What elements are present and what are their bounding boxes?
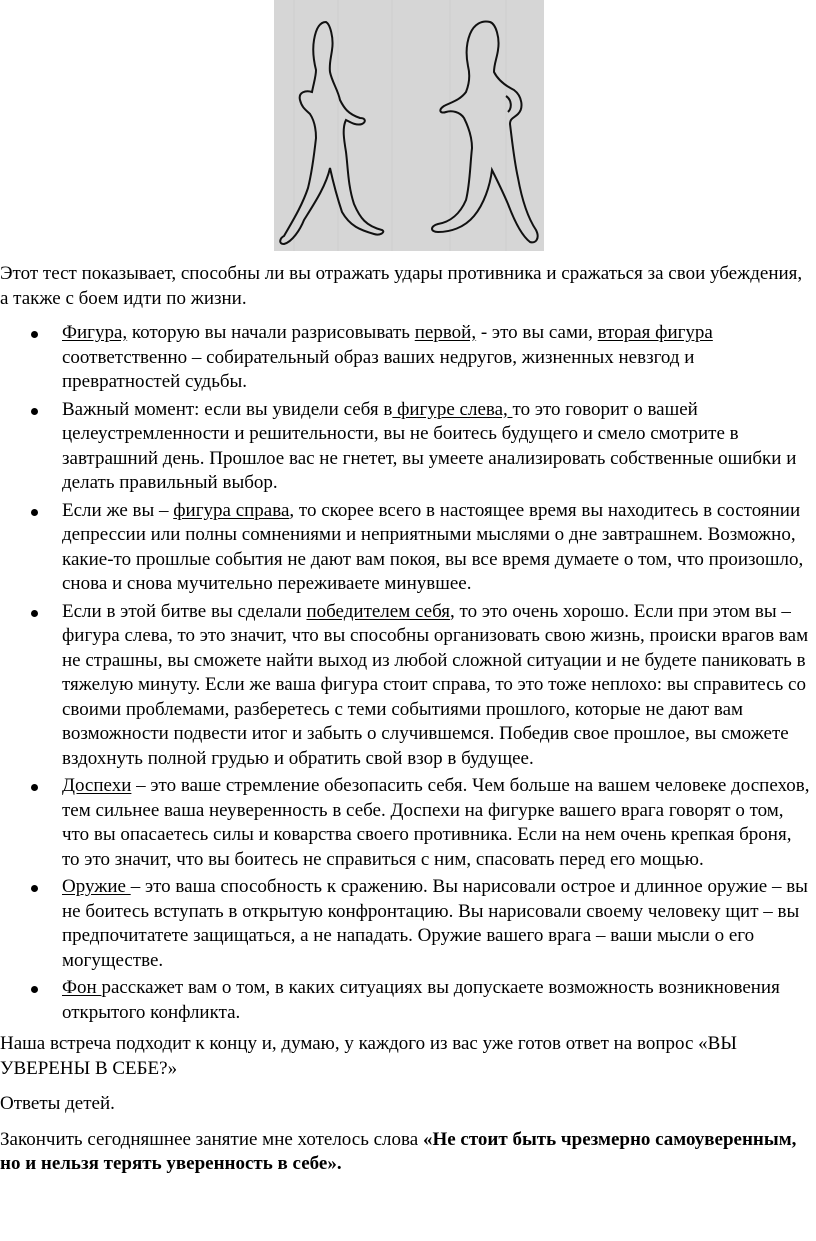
list-item [0,600,812,772]
bullet-icon [31,885,38,892]
text-run: – это ваша способность к сражению. Вы нарисовали острое и длинное оружие – вы не боитесь вступать в открытую конфронтацию. Вы нарисовали своему человеку щит – вы предпочитатете защищаться, а не нападать. Оружие вашего врага – ваши мысли о его могуществе. [62,876,808,971]
bold-quote: «Не стоит быть чрезмерно самоуверенным, но и нельзя терять уверенность в себе». [0,1128,797,1174]
answers-paragraph: Ответы детей. [0,1093,115,1114]
two-figures-drawing [274,0,544,251]
right-figure-outline [432,22,538,243]
text-run: - это вы сами, [476,322,598,343]
list-item [0,321,812,395]
bullet-icon [31,509,38,516]
intro-paragraph: Этот тест показывает, способны ли вы отражать удары противника и сражаться за свои убеждения, а также с боем идти по жизни. [0,263,803,309]
bullet-icon [31,784,38,791]
underlined-term: победителем себя [306,600,451,622]
bullet-icon [31,610,38,617]
text-run: которую вы начали разрисовывать [127,322,415,343]
bullet-icon [31,986,38,993]
list-item [0,875,812,973]
underlined-term: Оружие [62,876,131,897]
text-run: соответственно – собирательный образ ваших недругов, жизненных невзгод и превратностей судьбы. [62,346,695,392]
text-run: Важный момент: если вы увидели себя в [62,398,393,420]
text-run: Если же вы – [62,499,174,521]
underlined-term: первой, [414,322,477,343]
underlined-term: Фигура, [62,322,128,343]
text-run: Если в этой битве вы сделали [62,600,307,622]
list-item [0,774,812,872]
bullet-list [0,321,812,1025]
bullet-icon [31,408,38,415]
underlined-term: фигура справа [173,499,290,521]
document-body [0,262,812,1177]
text-run: , то скорее всего в настоящее время вы находитесь в состоянии депрессии или полны сомнениями и неприятными мыслями о дне завтрашнем. Возможно, какие-то прошлые события не дают вам покоя, вы все время думаете о том, что произошло, снова и снова мучительно переживаете минувшее. [62,499,804,594]
text-run: Закончить сегодняшнее занятие мне хотелось слова [0,1128,423,1150]
final-paragraph [0,1128,812,1177]
text-run: то это говорит о вашей целеустремленности и решительности, вы не боитесь будущего и смело смотрите в завтрашний день. Прошлое вас не гнетет, вы умеете анализировать собственные ошибки и делать правильный выбор. [62,398,797,493]
bullet-icon [31,331,38,338]
underlined-term: Фон [62,977,102,998]
text-run: расскажет вам о том, в каких ситуациях вы допускаете возможность возникновения открытого конфликта. [62,977,780,1023]
list-item [0,499,812,597]
underlined-term: вторая фигура [597,322,713,343]
list-item [0,976,812,1025]
text-run: , то это очень хорошо. Если при этом вы – фигура слева, то это значит, что вы способны организовать свою жизнь, происки врагов вам не страшны, вы сможете найти выход из любой сложной ситуации и не будете паниковать в тяжелую минуту. Если же ваша фигура стоит справа, то это тоже неплохо: вы справитесь со своими проблемами, разберетесь с теми событиями прошлого, которые не дают вам возможности подвести итог и забыть о случившемся. Победив свое прошлое, вы сможете вздохнуть полной грудью и обратить свой взор в будущее. [62,600,809,769]
left-figure-outline [280,22,383,244]
underlined-term: Доспехи [62,775,132,796]
text-run: – это ваше стремление обезопасить себя. Чем больше на вашем человеке доспехов, тем сильнее ваша неуверенность в себе. Доспехи на фигурке вашего врага говорят о том, что вы опасаетесь силы и коварства своего противника. Если на нем очень крепкая броня, то это значит, что вы боитесь не справиться с ним, спасовать перед его мощью. [62,775,810,870]
two-figures-icon [274,0,544,251]
closing-paragraph: Наша встреча подходит к концу и, думаю, у каждого из вас уже готов ответ на вопрос «ВЫ УВЕРЕНЫ В СЕБЕ?» [0,1033,737,1079]
underlined-term: фигуре слева, [392,398,513,420]
list-item [0,398,812,496]
